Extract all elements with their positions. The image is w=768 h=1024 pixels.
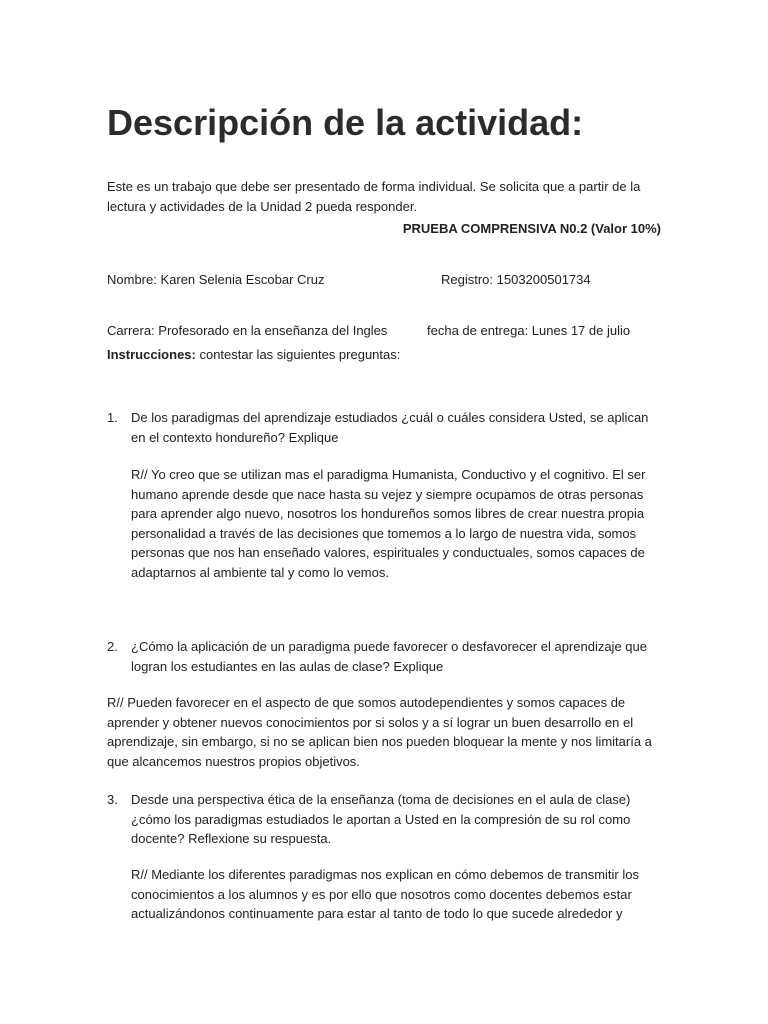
instrucciones-label: Instrucciones: <box>107 347 196 362</box>
answer-text: R// Yo creo que se utilizan mas el paradigma Humanista, Conductivo y el cognitivo. El ser humano aprende desde que nace hasta su vejez y siempre ocupamos de otras personas para aprender algo nuevo, nosotros los hondureños somos libres de crear nuestra propia personalidad a través de las decisiones que tomemos a lo largo de nuestra vida, somos personas que nos han enseñado valores, espirituales y conductuales, somos capaces de adaptarnos al ambiente tal y como lo vemos. <box>131 467 646 580</box>
question-number: 3. <box>107 792 118 807</box>
registro-field: Registro: 1503200501734 <box>441 272 591 287</box>
question-number: 1. <box>107 410 118 425</box>
answer-text: R// Mediante los diferentes paradigmas nos explican en cómo debemos de transmitir los conocimientos a los alumnos y es por ello que nosotros como docentes debemos estar actualizándonos continuamente para estar al tanto de todo lo que sucede alrededor y <box>131 867 639 921</box>
question-text: ¿Cómo la aplicación de un paradigma puede favorecer o desfavorecer el aprendizaje que logran los estudiantes en las aulas de clase? Explique <box>131 639 647 674</box>
question-number: 2. <box>107 639 118 654</box>
intro-paragraph: Este es un trabajo que debe ser presentado de forma individual. Se solicita que a partir de la lectura y actividades de la Unidad 2 pueda responder. <box>107 179 641 214</box>
document-title: Descripción de la actividad: <box>107 102 584 143</box>
fecha-field: fecha de entrega: Lunes 17 de julio <box>427 323 631 338</box>
answer-text: R// Pueden favorecer en el aspecto de que somos autodependientes y somos capaces de aprender y obtener nuevos conocimientos por si solos y a sí lograr un buen desarrollo en el aprendizaje, sin embargo, si no se aplican bien nos pueden bloquear la mente y nos limitaría a que alcancemos nuestros propios objetivos. <box>107 695 652 769</box>
prueba-heading: PRUEBA COMPRENSIVA N0.2 (Valor 10%) <box>402 221 661 236</box>
instrucciones-line <box>107 345 400 365</box>
question-text: Desde una perspectiva ética de la enseñanza (toma de decisiones en el aula de clase) ¿cómo los paradigmas estudiados le aportan a Usted en la compresión de su rol como docente? Reflexione su respuesta. <box>131 792 631 846</box>
carrera-field: Carrera: Profesorado en la enseñanza del Ingles <box>107 323 388 338</box>
question-text: De los paradigmas del aprendizaje estudiados ¿cuál o cuáles considera Usted, se aplican en el contexto hondureño? Explique <box>131 410 649 445</box>
nombre-field: Nombre: Karen Selenia Escobar Cruz <box>107 272 325 287</box>
instrucciones-text: contestar las siguientes preguntas: <box>195 347 401 362</box>
